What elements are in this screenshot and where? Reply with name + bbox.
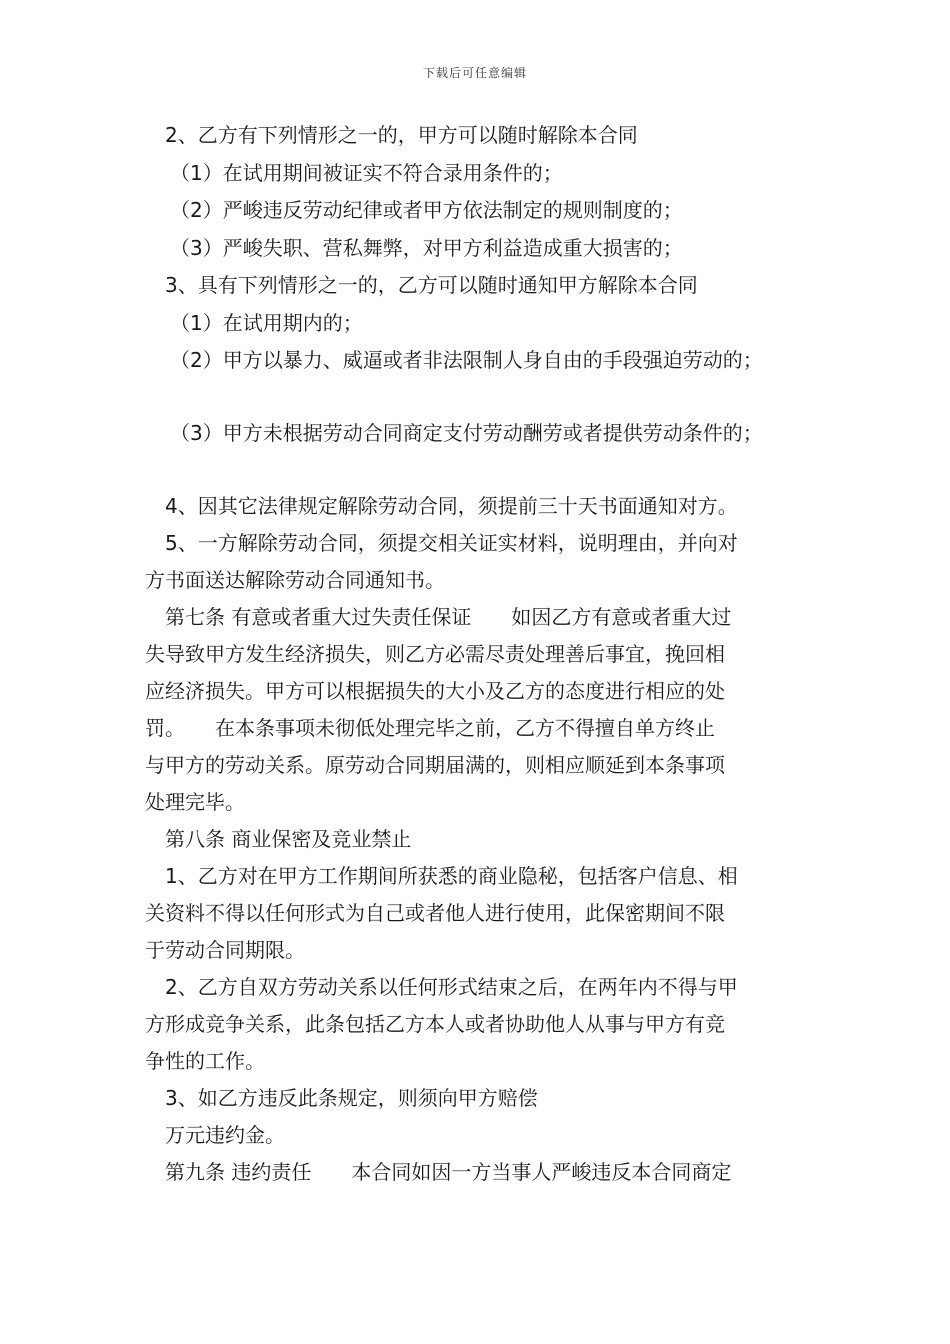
- clause-line: 争性的工作。: [145, 1049, 265, 1073]
- clause-line: 第八条 商业保密及竞业禁止: [165, 827, 412, 851]
- clause-line: 与甲方的劳动关系。原劳动合同期届满的，则相应顺延到本条事项: [145, 753, 725, 777]
- clause-line: （2）严峻违反劳动纪律或者甲方依法制定的规则制度的；: [170, 198, 683, 222]
- clause-line: 2、乙方有下列情形之一的，甲方可以随时解除本合同: [165, 123, 638, 147]
- clause-line: 罚。 在本条事项未彻低处理完毕之前，乙方不得擅自单方终止: [145, 716, 715, 740]
- clause-line: 3、如乙方违反此条规定，则须向甲方赔偿: [165, 1086, 538, 1110]
- page-header: 下载后可任意编辑: [422, 66, 527, 80]
- clause-line: 于劳动合同期限。: [145, 938, 305, 962]
- clause-line: 1、乙方对在甲方工作期间所获悉的商业隐秘，包括客户信息、相: [165, 864, 738, 888]
- clause-line: 处理完毕。: [145, 790, 245, 814]
- clause-line: 失导致甲方发生经济损失，则乙方必需尽责处理善后事宜，挽回相: [145, 642, 725, 666]
- clause-line: 万元违约金。: [165, 1123, 285, 1147]
- clause-line: 方形成竞争关系，此条包括乙方本人或者协助他人从事与甲方有竞: [145, 1012, 725, 1036]
- clause-line: 2、乙方自双方劳动关系以任何形式结束之后，在两年内不得与甲: [165, 975, 738, 999]
- clause-line: 第七条 有意或者重大过失责任保证 如因乙方有意或者重大过: [165, 605, 732, 629]
- clause-line: （3）严峻失职、营私舞弊，对甲方利益造成重大损害的；: [170, 236, 683, 260]
- clause-line: 4、因其它法律规定解除劳动合同，须提前三十天书面通知对方。: [165, 494, 738, 518]
- clause-line: 5、一方解除劳动合同，须提交相关证实材料，说明理由，并向对: [165, 531, 738, 555]
- clause-line: 3、具有下列情形之一的，乙方可以随时通知甲方解除本合同: [165, 273, 698, 297]
- clause-line: 关资料不得以任何形式为自己或者他人进行使用，此保密期间不限: [145, 901, 725, 925]
- clause-line: （1）在试用期内的；: [170, 311, 363, 335]
- clause-line: （2）甲方以暴力、威逼或者非法限制人身自由的手段强迫劳动的；: [170, 348, 763, 372]
- clause-line: 第九条 违约责任 本合同如因一方当事人严峻违反本合同商定: [165, 1160, 732, 1184]
- clause-line: 方书面送达解除劳动合同通知书。: [145, 568, 445, 592]
- clause-line: 应经济损失。甲方可以根据损失的大小及乙方的态度进行相应的处: [145, 679, 725, 703]
- clause-line: （1）在试用期间被证实不符合录用条件的；: [170, 161, 563, 185]
- clause-line: （3）甲方未根据劳动合同商定支付劳动酬劳或者提供劳动条件的；: [170, 421, 763, 445]
